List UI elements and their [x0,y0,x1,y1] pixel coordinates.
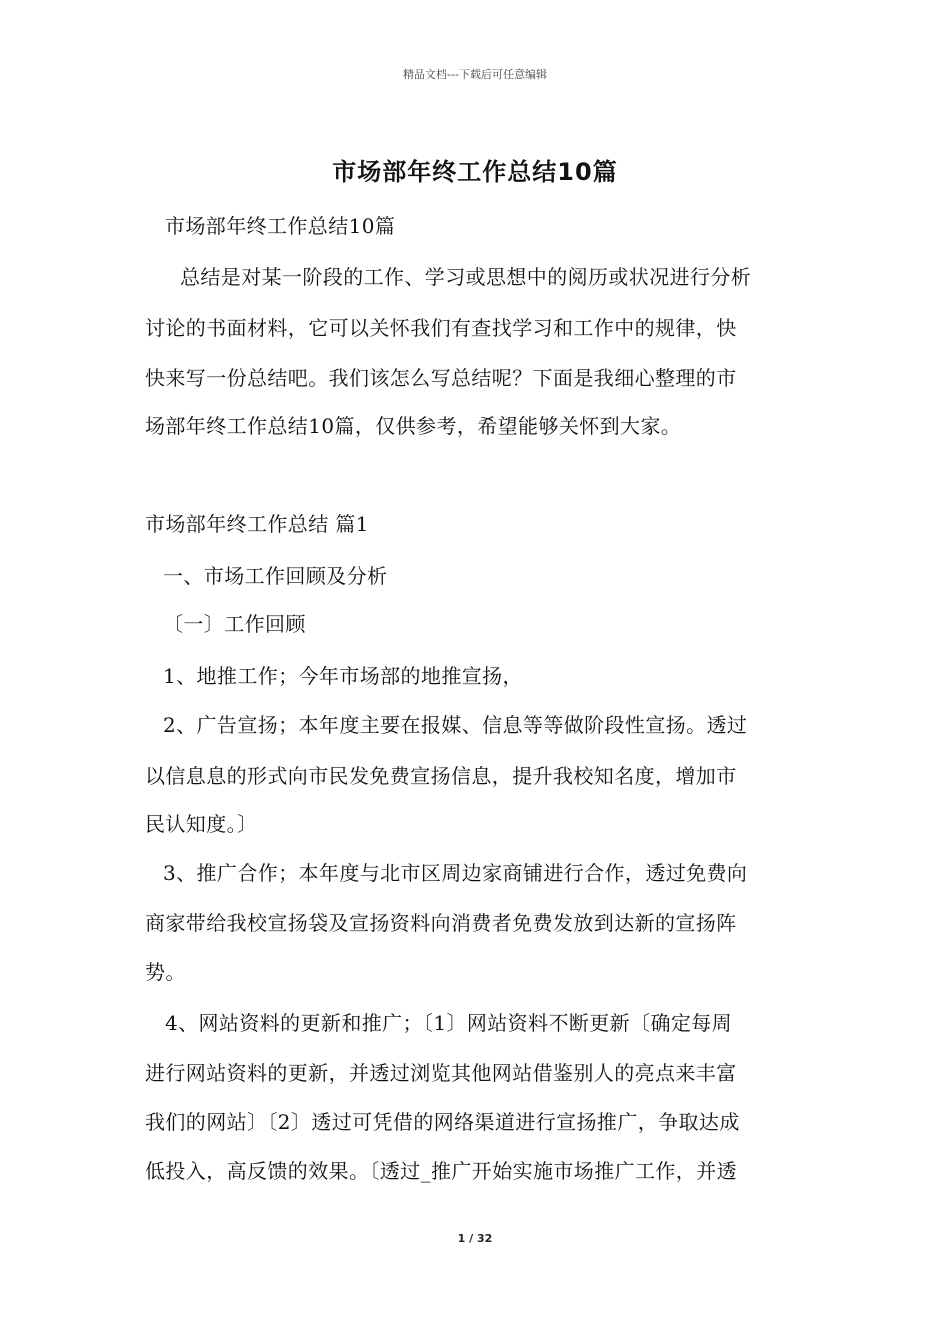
paragraph-line: 民认知度。〕 [145,812,258,836]
paragraph-line: 低投入，高反馈的效果。〔透过_推广开始实施市场推广工作，并透 [145,1159,737,1183]
list-item: 2、广告宣扬；本年度主要在报媒、信息等等做阶段性宣扬。透过 [163,713,748,737]
paragraph-line: 我们的网站〕〔2〕透过可凭借的网络渠道进行宣扬推广，争取达成 [145,1110,740,1134]
subsection-heading: 一、市场工作回顾及分析 [163,564,388,588]
paragraph-line: 以信息息的形式向市民发免费宣扬信息，提升我校知名度，增加市 [145,764,737,788]
paragraph-line: 商家带给我校宣扬袋及宣扬资料向消费者免费发放到达新的宣扬阵 [145,911,737,935]
list-item: 3、推广合作；本年度与北市区周边家商铺进行合作，透过免费向 [163,861,748,885]
paragraph-line: 总结是对某一阶段的工作、学习或思想中的阅历或状况进行分析 [180,265,752,289]
paragraph-line: 快来写一份总结吧。我们该怎么写总结呢？下面是我细心整理的市 [145,366,737,390]
page-number: 1 / 32 [457,1232,493,1245]
paragraph-line: 势。 [145,960,186,984]
paragraph-line: 场部年终工作总结10篇，仅供参考，希望能够关怀到大家。 [145,414,682,438]
paragraph-line: 讨论的书面材料，它可以关怀我们有查找学习和工作中的规律，快 [145,316,737,340]
list-item: 1、地推工作；今年市场部的地推宣扬， [163,664,523,688]
paragraph-line: 进行网站资料的更新，并透过浏览其他网站借鉴别人的亮点来丰富 [145,1061,737,1085]
section-heading: 市场部年终工作总结 篇1 [145,512,369,536]
subtitle-line: 市场部年终工作总结10篇 [165,214,396,238]
page-header: 精品文档---下载后可任意编辑 [403,68,547,81]
subsection-heading: 〔一〕工作回顾 [163,612,306,636]
list-item: 4、网站资料的更新和推广；〔1〕网站资料不断更新〔确定每周 [165,1011,733,1035]
document-title: 市场部年终工作总结10篇 [332,158,618,186]
